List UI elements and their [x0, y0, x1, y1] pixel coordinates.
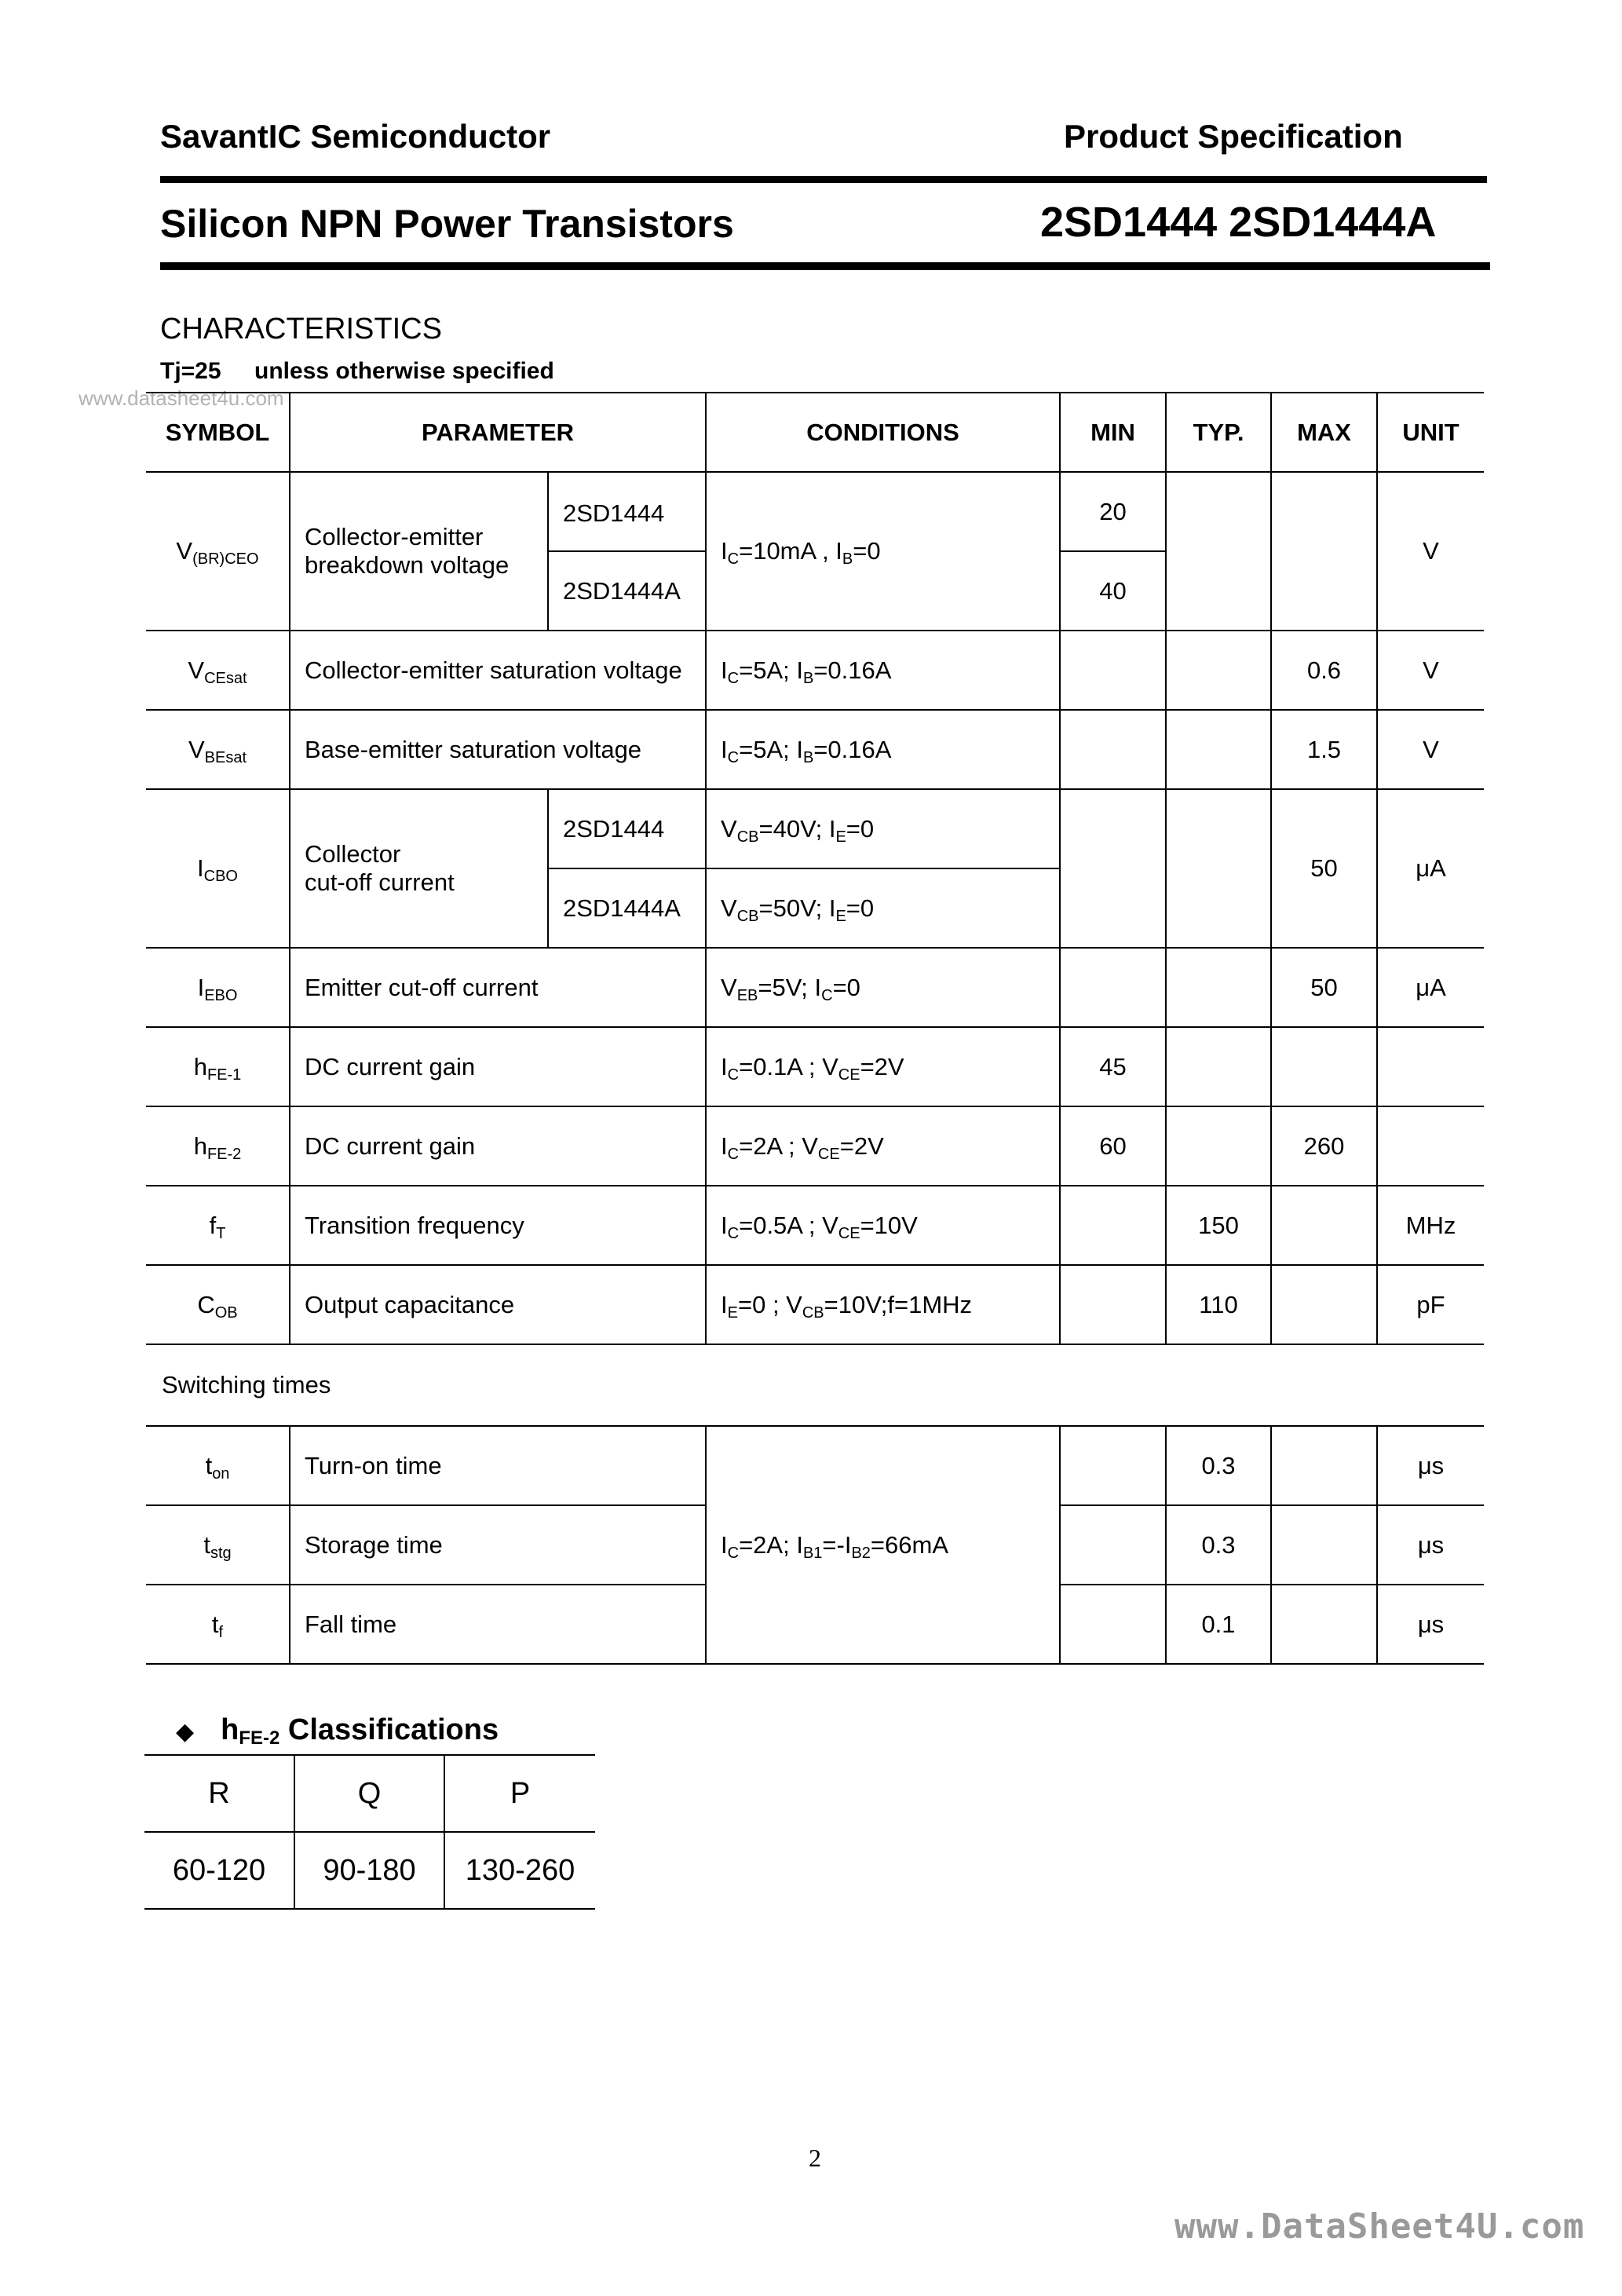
unit-vbesat: V: [1377, 710, 1484, 789]
condition-note: unless otherwise specified: [254, 358, 554, 384]
min-ft: [1060, 1186, 1166, 1265]
param-tf: Fall time: [290, 1585, 706, 1664]
symbol-hfe2: $h_{FE-2}$: [146, 1106, 290, 1186]
param-tstg: Storage time: [290, 1505, 706, 1585]
max-tstg: [1271, 1505, 1377, 1585]
class-header-q: Q: [294, 1755, 444, 1832]
switching-label: Switching times: [162, 1371, 331, 1398]
cond-vcesat: $I_C=5A$; $I_B=0.16A$: [706, 631, 1060, 710]
symbol-hfe1: $h_{FE-1}$: [146, 1027, 290, 1106]
class-value-q: 90-180: [294, 1832, 444, 1909]
variant-2sd1444: 2SD1444: [548, 472, 706, 551]
table-header-row: [144, 1755, 595, 1832]
param-ton: Turn-on time: [290, 1426, 706, 1505]
unit-tstg: μs: [1377, 1505, 1484, 1585]
table-row: [146, 472, 1484, 551]
header-typ: TYP.: [1166, 393, 1271, 472]
typ-iebo: [1166, 948, 1271, 1027]
typ-vcesat: [1166, 631, 1271, 710]
cond-vbrceo: $I_C=10mA$ , $I_B=0$: [706, 472, 1060, 631]
cond-vbesat: $I_C=5A$; $I_B=0.16A$: [706, 710, 1060, 789]
table-header-row: [146, 393, 1484, 472]
min-vbesat: [1060, 710, 1166, 789]
param-cob: Output capacitance: [290, 1265, 706, 1344]
min-vcesat: [1060, 631, 1166, 710]
cond-ft: $I_C=0.5A$ ; $V_{CE}=10V$: [706, 1186, 1060, 1265]
unit-vcesat: V: [1377, 631, 1484, 710]
cond-hfe2: $I_C=2A$ ; $V_{CE}=2V$: [706, 1106, 1060, 1186]
cond-icbo-1: $V_{CB}=40V$; $I_E=0$: [706, 789, 1060, 868]
watermark-bottom: www.DataSheet4U.com: [1174, 2206, 1585, 2247]
param-vcesat: Collector-emitter saturation voltage: [290, 631, 706, 710]
symbol-tf: $t_f$: [146, 1585, 290, 1664]
classifications-heading: ◆ $h_{FE-2}$ Classifications: [176, 1713, 499, 1749]
table-row: [146, 789, 1484, 868]
param-ft: Transition frequency: [290, 1186, 706, 1265]
symbol-vcesat: $V_{CEsat}$: [146, 631, 290, 710]
max-icbo: 50: [1271, 789, 1377, 948]
header-max: MAX: [1271, 393, 1377, 472]
min-icbo: [1060, 789, 1166, 948]
company-name: SavantIC Semiconductor: [160, 118, 551, 155]
min-iebo: [1060, 948, 1166, 1027]
symbol-tstg: $t_{stg}$: [146, 1505, 290, 1585]
class-header-r: R: [144, 1755, 294, 1832]
min-tf: [1060, 1585, 1166, 1664]
table-row: [146, 948, 1484, 1027]
table-row: [144, 1832, 595, 1909]
max-vbrceo: [1271, 472, 1377, 631]
symbol-ft: $f_T$: [146, 1186, 290, 1265]
unit-ft: MHz: [1377, 1186, 1484, 1265]
min-hfe1: 45: [1060, 1027, 1166, 1106]
class-value-r: 60-120: [144, 1832, 294, 1909]
max-ton: [1271, 1426, 1377, 1505]
characteristics-table: [146, 392, 1484, 1345]
unit-icbo: μA: [1377, 789, 1484, 948]
param-vbrceo: Collector-emitter breakdown voltage: [290, 472, 548, 631]
symbol-iebo: $I_{EBO}$: [146, 948, 290, 1027]
section-title: CHARACTERISTICS: [160, 313, 442, 345]
table-row: [146, 631, 1484, 710]
typ-cob: 110: [1166, 1265, 1271, 1344]
typ-icbo: [1166, 789, 1271, 948]
header-rule-bottom: [160, 262, 1490, 270]
unit-iebo: μA: [1377, 948, 1484, 1027]
table-row: [146, 710, 1484, 789]
header-symbol: SYMBOL: [146, 393, 290, 472]
table-row: [146, 1106, 1484, 1186]
typ-tstg: 0.3: [1166, 1505, 1271, 1585]
typ-vbrceo: [1166, 472, 1271, 631]
typ-vbesat: [1166, 710, 1271, 789]
max-cob: [1271, 1265, 1377, 1344]
param-hfe2: DC current gain: [290, 1106, 706, 1186]
max-iebo: 50: [1271, 948, 1377, 1027]
max-vcesat: 0.6: [1271, 631, 1377, 710]
symbol-vbesat: $V_{BEsat}$: [146, 710, 290, 789]
min-tstg: [1060, 1505, 1166, 1585]
cond-icbo-2: $V_{CB}=50V$; $I_E=0$: [706, 868, 1060, 948]
table-row: [146, 1426, 1484, 1505]
cond-hfe1: $I_C=0.1A$ ; $V_{CE}=2V$: [706, 1027, 1060, 1106]
max-vbesat: 1.5: [1271, 710, 1377, 789]
header-min: MIN: [1060, 393, 1166, 472]
unit-vbrceo: V: [1377, 472, 1484, 631]
switching-table: [146, 1425, 1484, 1665]
header-parameter: PARAMETER: [290, 393, 706, 472]
diamond-bullet-icon: ◆: [176, 1719, 195, 1745]
unit-hfe2: [1377, 1106, 1484, 1186]
typ-hfe1: [1166, 1027, 1271, 1106]
variant-2sd1444a: 2SD1444A: [548, 551, 706, 631]
max-hfe2: 260: [1271, 1106, 1377, 1186]
symbol-cob: $C_{OB}$: [146, 1265, 290, 1344]
typ-hfe2: [1166, 1106, 1271, 1186]
param-vbesat: Base-emitter saturation voltage: [290, 710, 706, 789]
header-conditions: CONDITIONS: [706, 393, 1060, 472]
max-ft: [1271, 1186, 1377, 1265]
class-value-p: 130-260: [444, 1832, 595, 1909]
unit-cob: pF: [1377, 1265, 1484, 1344]
variant-icbo-2: 2SD1444A: [548, 868, 706, 948]
symbol-ton: $t_{on}$: [146, 1426, 290, 1505]
min-ton: [1060, 1426, 1166, 1505]
cond-switching: $I_C=2A$; $I_{B1}=-I_{B2}=66mA$: [706, 1426, 1060, 1664]
unit-tf: μs: [1377, 1585, 1484, 1664]
min-vbrceo-1: 20: [1060, 472, 1166, 551]
classifications-table: [144, 1754, 595, 1910]
table-row: [146, 1265, 1484, 1344]
part-numbers: 2SD1444 2SD1444A: [1040, 199, 1437, 246]
header-unit: UNIT: [1377, 393, 1484, 472]
typ-tf: 0.1: [1166, 1585, 1271, 1664]
min-cob: [1060, 1265, 1166, 1344]
typ-ft: 150: [1166, 1186, 1271, 1265]
watermark-top: www.datasheet4u.com: [79, 386, 284, 410]
max-hfe1: [1271, 1027, 1377, 1106]
symbol-vbrceo: $V_{(BR)CEO}$: [146, 472, 290, 631]
header-rule-top: [160, 176, 1487, 183]
unit-ton: μs: [1377, 1426, 1484, 1505]
param-icbo: Collector cut-off current: [290, 789, 548, 948]
table-row: [146, 1186, 1484, 1265]
condition-tj: Tj=25: [160, 358, 221, 384]
table-row: [146, 1027, 1484, 1106]
product-line: Silicon NPN Power Transistors: [160, 202, 734, 246]
symbol-icbo: $I_{CBO}$: [146, 789, 290, 948]
unit-hfe1: [1377, 1027, 1484, 1106]
document-type: Product Specification: [1064, 118, 1403, 155]
class-header-p: P: [444, 1755, 595, 1832]
param-hfe1: DC current gain: [290, 1027, 706, 1106]
max-tf: [1271, 1585, 1377, 1664]
page-number: 2: [809, 2144, 821, 2172]
variant-icbo-1: 2SD1444: [548, 789, 706, 868]
typ-ton: 0.3: [1166, 1426, 1271, 1505]
cond-cob: $I_E=0$ ; $V_{CB}=10V;f=1MHz$: [706, 1265, 1060, 1344]
min-vbrceo-2: 40: [1060, 551, 1166, 631]
cond-iebo: $V_{EB}=5V$; $I_C=0$: [706, 948, 1060, 1027]
min-hfe2: 60: [1060, 1106, 1166, 1186]
param-iebo: Emitter cut-off current: [290, 948, 706, 1027]
